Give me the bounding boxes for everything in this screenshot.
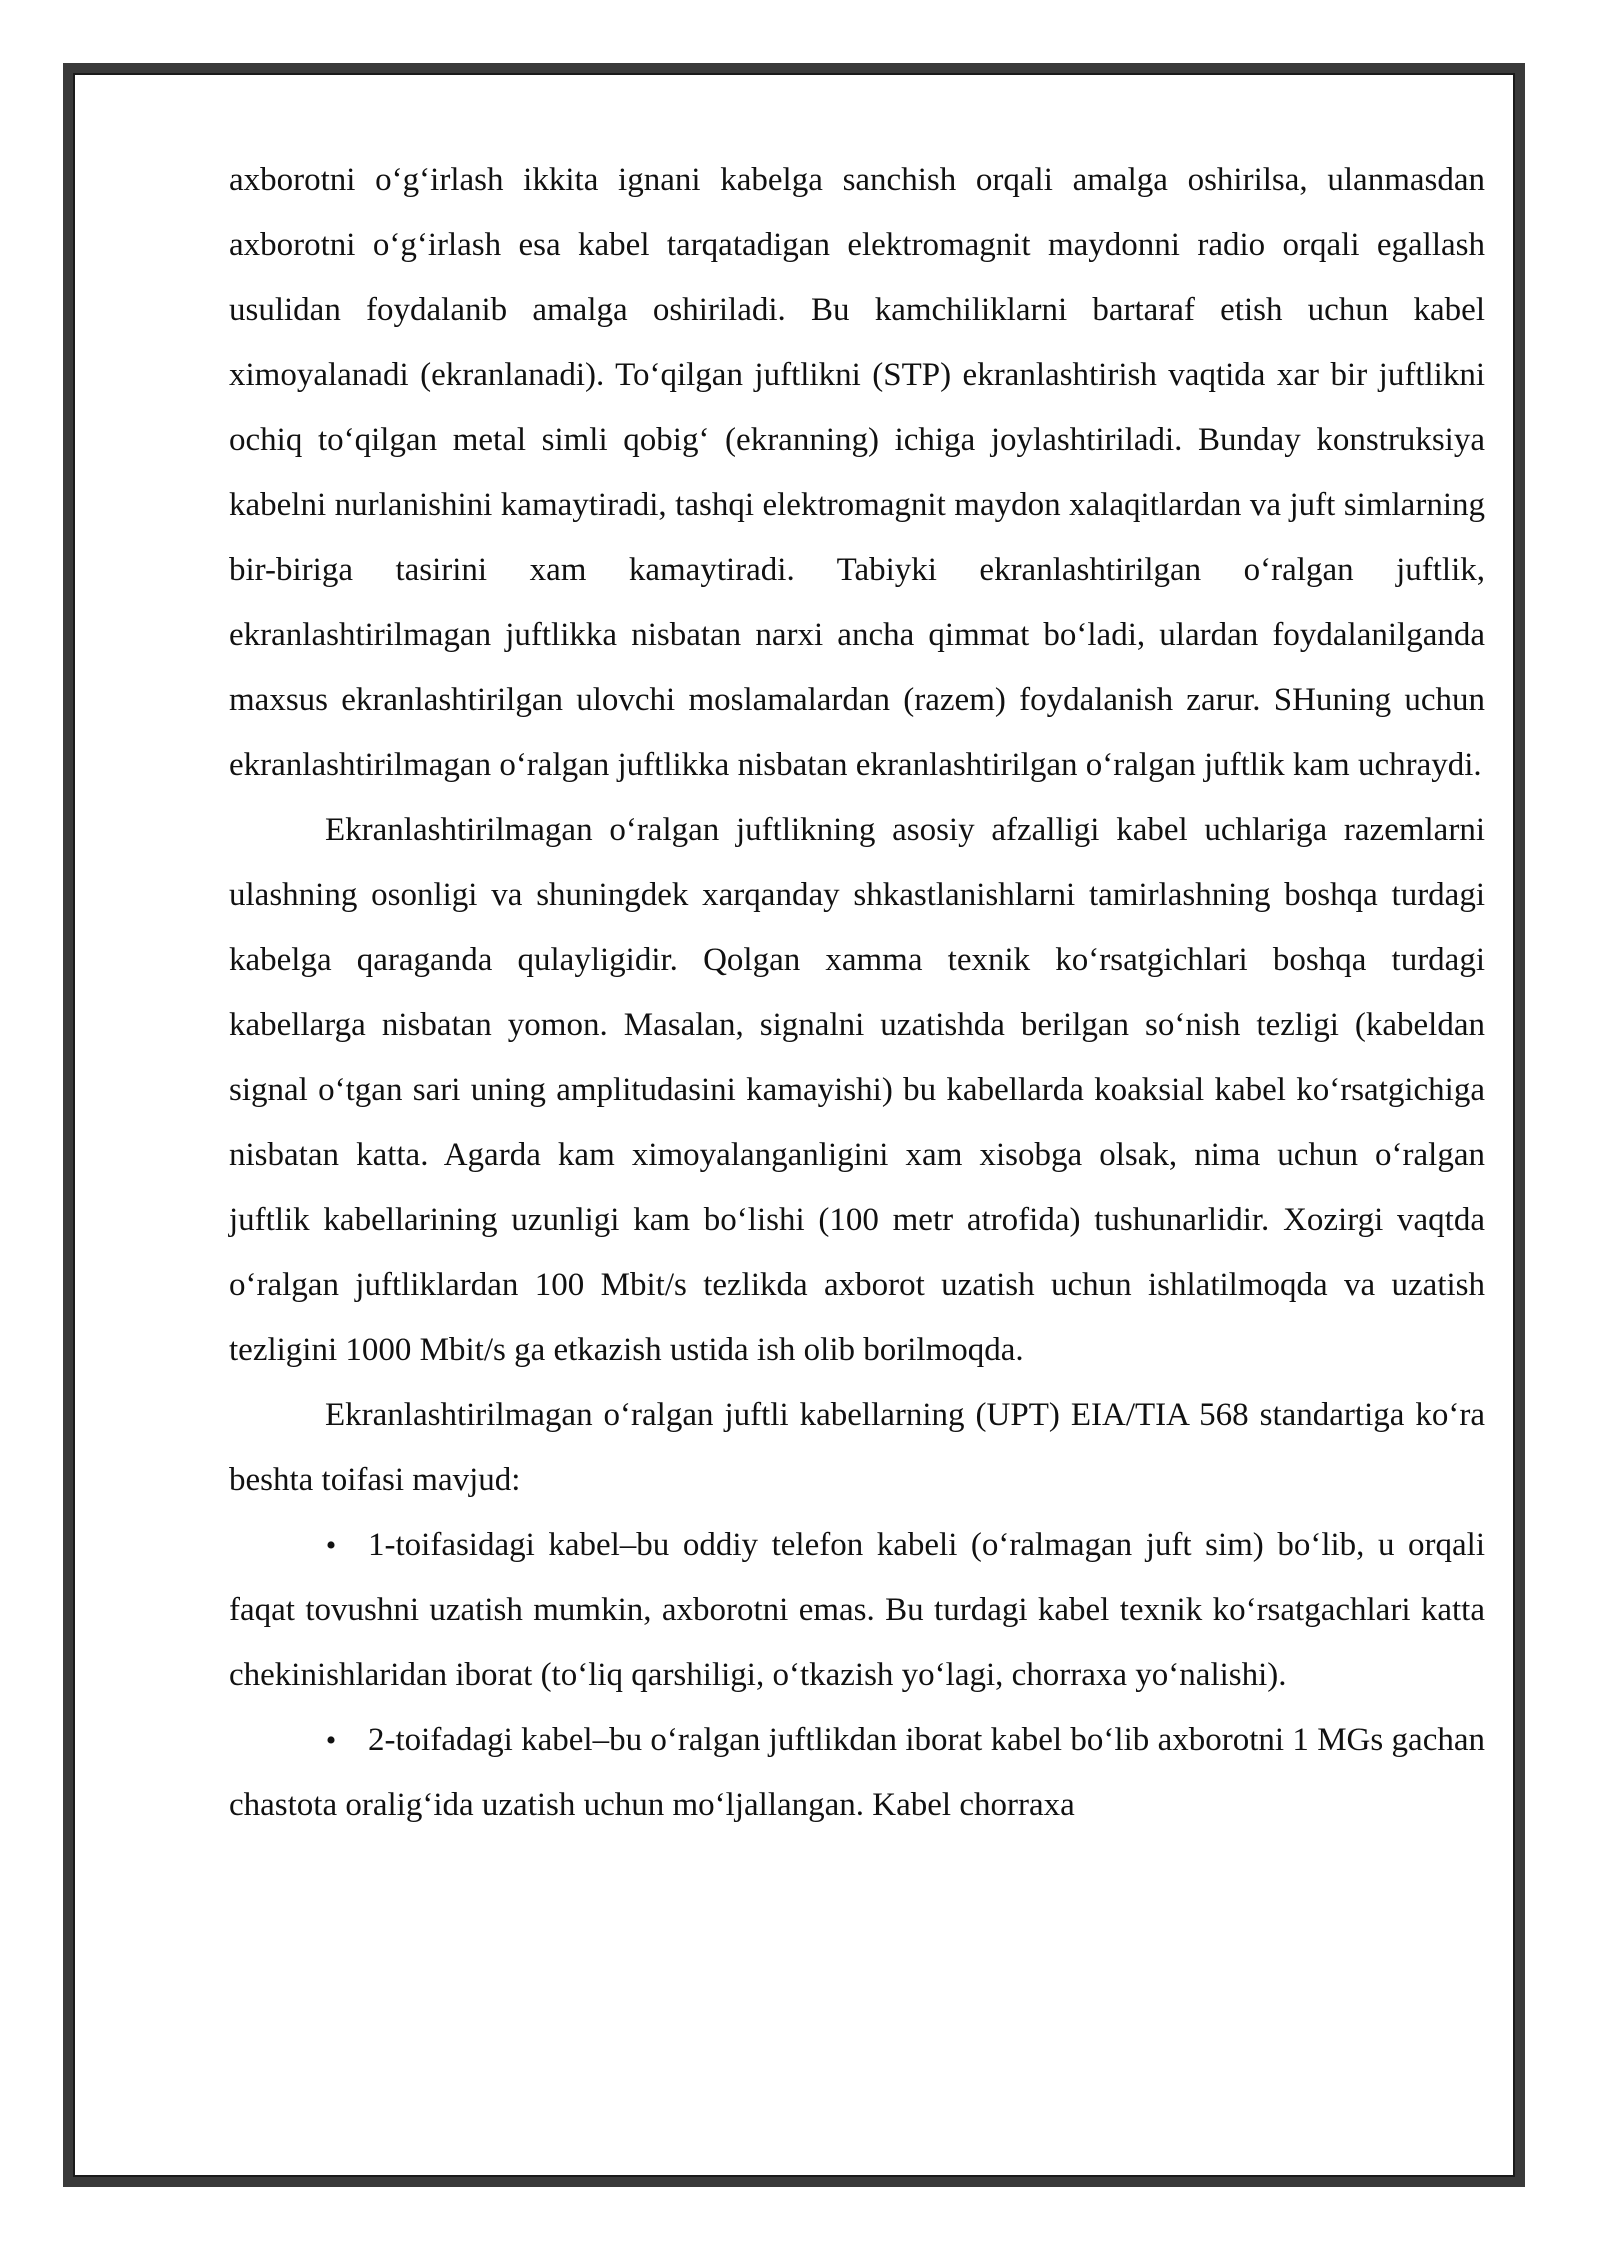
bullet-icon: •	[325, 1529, 337, 1562]
paragraph-utp-advantages: Ekranlashtirilmagan o‘ralgan juftlikning asosiy afzalligi kabel uchlariga razemlarni ulashning osonligi va shuningdek xarqanday shkastlanishlarni tamirlashning boshqa turdagi kabelga qaraganda qulayligidir. Qolgan xamma texnik ko‘rsatgichlari boshqa turdagi kabellarga nisbatan yomon. Masalan, signalni uzatishda berilgan so‘nish tezligi (kabeldan signal o‘tgan sari uning amplitudasini kamayishi) bu kabellarda koaksial kabel ko‘rsatgichiga nisbatan katta. Agarda kam ximoyalanganligini xam xisobga olsak, nima uchun o‘ralgan juftlik kabellarining uzunligi kam bo‘lishi (100 metr atrofida) tushunarlidir. Xozirgi vaqtda o‘ralgan juftliklardan 100 Mbit/s tezlikda axborot uzatish uchun ishlatilmoqda va uzatish tezligini 1000 Mbit/s ga etkazish ustida ish olib borilmoqda.	[229, 812, 1485, 1368]
list-item-text: 2-toifadagi kabel–bu o‘ralgan juftlikdan iborat kabel bo‘lib axborotni 1 MGs gachan chastota oralig‘ida uzatish uchun mo‘ljallangan. Kabel chorraxa	[229, 1722, 1485, 1823]
document-body	[229, 148, 1485, 1838]
paragraph-continuation: axborotni o‘g‘irlash ikkita ignani kabelga sanchish orqali amalga oshirilsa, ulanmasdan axborotni o‘g‘irlash esa kabel tarqatadigan elektromagnit maydonni radio orqali egallash usulidan foydalanib amalga oshiriladi. Bu kamchiliklarni bartaraf etish uchun kabel ximoyalanadi (ekranlanadi). To‘qilgan juftlikni (STP) ekranlashtirish vaqtida xar bir juftlikni ochiq to‘qilgan metal simli qobig‘ (ekranning) ichiga joylashtiriladi. Bunday konstruksiya kabelni nurlanishini kamaytiradi, tashqi elektromagnit maydon xalaqitlardan va juft simlarning bir-biriga tasirini xam kamaytiradi. Tabiyki ekranlashtirilgan o‘ralgan juftlik, ekranlashtirilmagan juftlikka nisbatan narxi ancha qimmat bo‘ladi, ulardan foydalanilganda maxsus ekranlashtirilgan ulovchi moslamalardan (razem) foydalanish zarur. SHuning uchun ekranlashtirilmagan o‘ralgan juftlikka nisbatan ekranlashtirilgan o‘ralgan juftlik kam uchraydi.	[229, 162, 1485, 783]
list-item	[229, 1708, 1485, 1838]
paragraph-utp-categories-intro: Ekranlashtirilmagan o‘ralgan juftli kabellarning (UPT) EIA/TIA 568 standartiga ko‘ra beshta toifasi mavjud:	[229, 1397, 1485, 1498]
list-item	[229, 1513, 1485, 1708]
bullet-icon: •	[325, 1724, 337, 1757]
list-item-text: 1-toifasidagi kabel–bu oddiy telefon kabeli (o‘ralmagan juft sim) bo‘lib, u orqali faqat tovushni uzatish mumkin, axborotni emas. Bu turdagi kabel texnik ko‘rsatgachlari katta chekinishlaridan iborat (to‘liq qarshiligi, o‘tkazish yo‘lagi, chorraxa yo‘nalishi).	[229, 1527, 1485, 1693]
